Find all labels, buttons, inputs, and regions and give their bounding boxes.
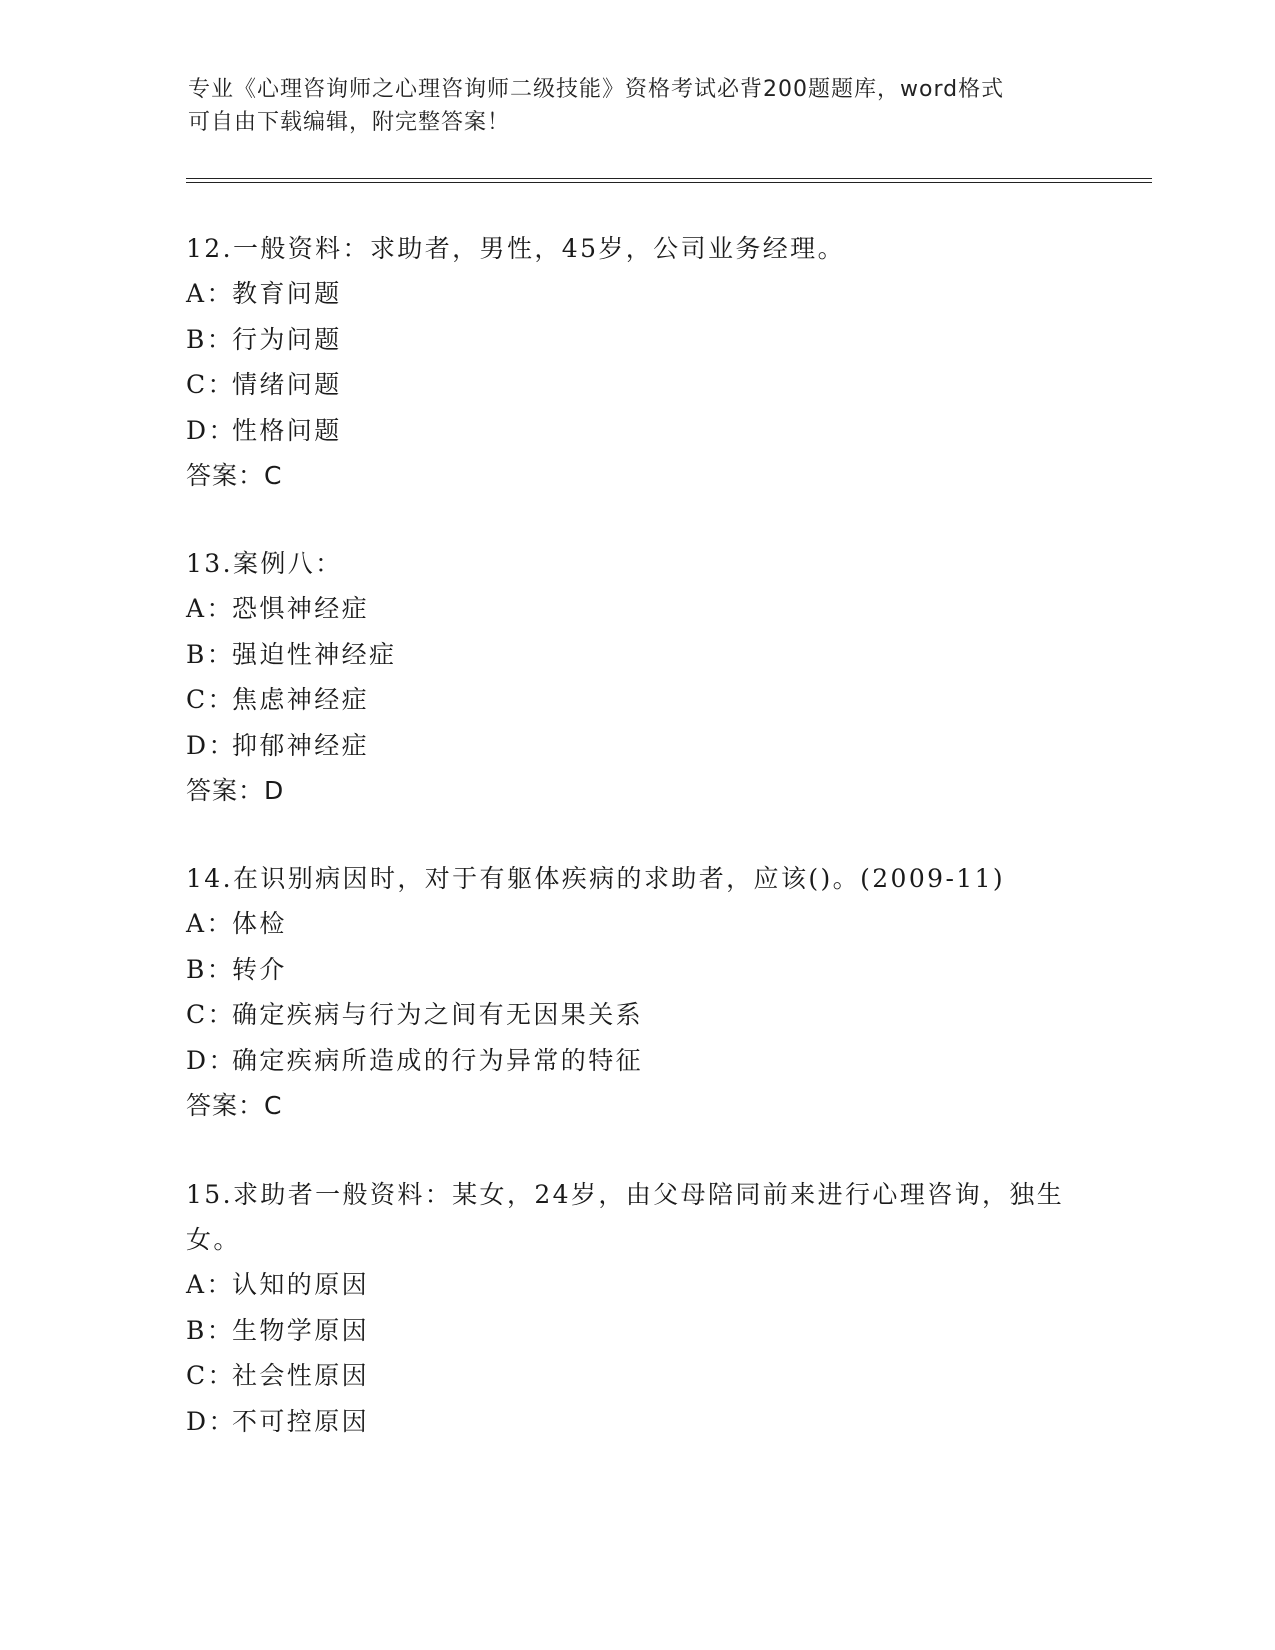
option-text: 社会性原因 xyxy=(232,1361,370,1390)
option-key: B： xyxy=(186,954,235,984)
option-a xyxy=(186,586,1106,632)
option-b xyxy=(186,1308,1081,1354)
header-line-1: 专业《心理咨询师之心理咨询师二级技能》资格考试必背200题题库，word格式 xyxy=(188,77,1005,102)
option-text: 转介 xyxy=(232,954,287,984)
question-14 xyxy=(186,856,1106,1129)
option-key: A： xyxy=(186,279,234,308)
answer-line: 答案：C xyxy=(186,1091,283,1120)
option-text: 抑郁神经症 xyxy=(232,730,370,760)
option-key: D： xyxy=(186,730,236,760)
option-b xyxy=(186,947,1106,993)
question-15 xyxy=(186,1172,1081,1444)
header-divider xyxy=(186,178,1152,179)
option-key: D： xyxy=(186,415,236,445)
option-c xyxy=(186,362,1106,408)
option-a xyxy=(186,271,1106,317)
option-b xyxy=(186,632,1106,678)
option-c xyxy=(186,677,1106,723)
header-divider-second xyxy=(186,182,1152,183)
option-key: B： xyxy=(186,324,235,354)
option-text: 行为问题 xyxy=(232,324,342,354)
option-key: A： xyxy=(186,909,234,938)
answer-line: 答案：C xyxy=(186,461,283,490)
option-key: C： xyxy=(186,1000,235,1029)
option-text: 性格问题 xyxy=(232,415,342,445)
option-d xyxy=(186,1399,1081,1445)
option-key: D： xyxy=(186,1406,236,1436)
option-text: 强迫性神经症 xyxy=(232,639,397,669)
option-d xyxy=(186,723,1106,769)
document-header xyxy=(188,73,1088,139)
question-12 xyxy=(186,226,1106,499)
option-text: 情绪问题 xyxy=(232,370,342,399)
option-text: 认知的原因 xyxy=(232,1270,370,1299)
option-d xyxy=(186,1038,1106,1084)
option-text: 教育问题 xyxy=(232,279,342,308)
question-13 xyxy=(186,541,1106,814)
answer-line: 答案：D xyxy=(186,776,285,805)
option-key: C： xyxy=(186,685,235,714)
option-key: C： xyxy=(186,370,235,399)
question-title: 12.一般资料：求助者，男性，45岁，公司业务经理。 xyxy=(186,234,845,263)
question-title: 13.案例八： xyxy=(186,549,343,578)
option-a xyxy=(186,1262,1081,1308)
option-a xyxy=(186,901,1106,947)
option-text: 生物学原因 xyxy=(232,1315,370,1345)
question-title: 15.求助者一般资料：某女，24岁，由父母陪同前来进行心理咨询，独生女。 xyxy=(186,1180,1065,1254)
option-b xyxy=(186,317,1106,363)
option-key: B： xyxy=(186,639,235,669)
option-key: D： xyxy=(186,1045,236,1075)
option-text: 体检 xyxy=(232,909,287,938)
option-key: A： xyxy=(186,594,234,623)
option-key: B： xyxy=(186,1315,235,1345)
option-key: A： xyxy=(186,1270,234,1299)
option-text: 不可控原因 xyxy=(232,1406,370,1436)
option-text: 确定疾病所造成的行为异常的特征 xyxy=(232,1045,644,1075)
header-line-2: 可自由下载编辑，附完整答案！ xyxy=(188,110,511,135)
question-title: 14.在识别病因时，对于有躯体疾病的求助者，应该()。(2009-11) xyxy=(186,864,1006,893)
option-key: C： xyxy=(186,1361,235,1390)
option-c xyxy=(186,1353,1081,1399)
option-text: 确定疾病与行为之间有无因果关系 xyxy=(232,1000,644,1029)
option-d xyxy=(186,408,1106,454)
option-text: 恐惧神经症 xyxy=(232,594,370,623)
option-c xyxy=(186,992,1106,1038)
option-text: 焦虑神经症 xyxy=(232,685,370,714)
